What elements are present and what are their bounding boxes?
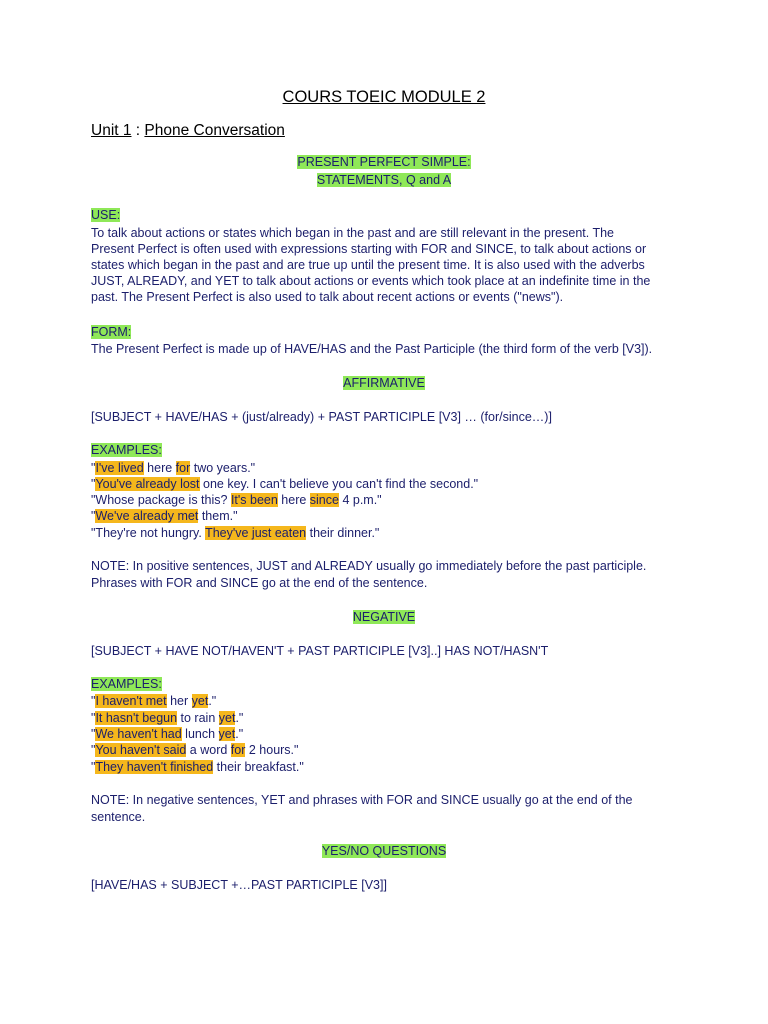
affirmative-example-2: "You've already lost one key. I can't believe you can't find the second." [91,477,479,491]
affirmative-examples-label: EXAMPLES: [91,443,162,457]
negative-examples-label: EXAMPLES: [91,677,162,691]
questions-heading: YES/NO QUESTIONS [321,844,447,858]
affirmative-example-3: "Whose package is this? It's been here since 4 p.m." [91,493,382,507]
affirmative-example-1: "I've lived here for two years." [91,461,256,475]
use-text-line: past. The Present Perfect is also used to talk about recent actions or events ("news"). [91,290,564,304]
form-text: The Present Perfect is made up of HAVE/HAS and the Past Participle (the third form of the verb [V3]). [91,342,653,356]
affirmative-heading: AFFIRMATIVE [343,376,425,390]
affirmative-formula: [SUBJECT + HAVE/HAS + (just/already) + PAST PARTICIPLE [V3] … (for/since…)] [91,410,552,424]
negative-note-line: sentence. [91,810,146,824]
use-label: USE: [91,208,121,222]
use-text-line: To talk about actions or states which began in the past and are still relevant in the present. The [91,226,614,240]
unit-separator: : [131,122,145,139]
negative-example-1: "I haven't met her yet." [91,694,217,708]
negative-example-5: "They haven't finished their breakfast." [91,760,304,774]
negative-example-2: "It hasn't begun to rain yet." [91,711,244,725]
unit-name: Phone Conversation [144,122,285,139]
negative-example-3: "We haven't had lunch yet." [91,727,244,741]
affirmative-note-line: Phrases with FOR and SINCE go at the end of the sentence. [91,576,428,590]
form-label: FORM: [91,325,132,339]
negative-formula: [SUBJECT + HAVE NOT/HAVEN'T + PAST PARTICIPLE [V3]..] HAS NOT/HASN'T [91,644,549,658]
use-text-line: Present Perfect is often used with expressions starting with FOR and SINCE, to talk about actions or [91,242,647,256]
section-heading-line-2: STATEMENTS, Q and A [316,173,452,187]
negative-example-4: "You haven't said a word for 2 hours." [91,743,299,757]
affirmative-example-5: "They're not hungry. They've just eaten their dinner." [91,526,380,540]
negative-heading: NEGATIVE [352,610,416,624]
negative-note-line: NOTE: In negative sentences, YET and phrases with FOR and SINCE usually go at the end of the [91,793,633,807]
use-text-line: JUST, ALREADY, and YET to talk about actions or events which took place at an indefinite time in the [91,274,651,288]
section-heading-line-1: PRESENT PERFECT SIMPLE: [297,155,471,169]
affirmative-note-line: NOTE: In positive sentences, JUST and ALREADY usually go immediately before the past participle. [91,559,647,573]
unit-number: Unit 1 [91,122,132,139]
affirmative-example-4: "We've already met them." [91,509,238,523]
unit-heading [91,122,285,140]
use-text-line: states which began in the past and are true up until the present time. It is also used with the adverbs [91,258,645,272]
questions-formula: [HAVE/HAS + SUBJECT +…PAST PARTICIPLE [V3]] [91,878,387,892]
document-title: COURS TOEIC MODULE 2 [282,88,486,106]
